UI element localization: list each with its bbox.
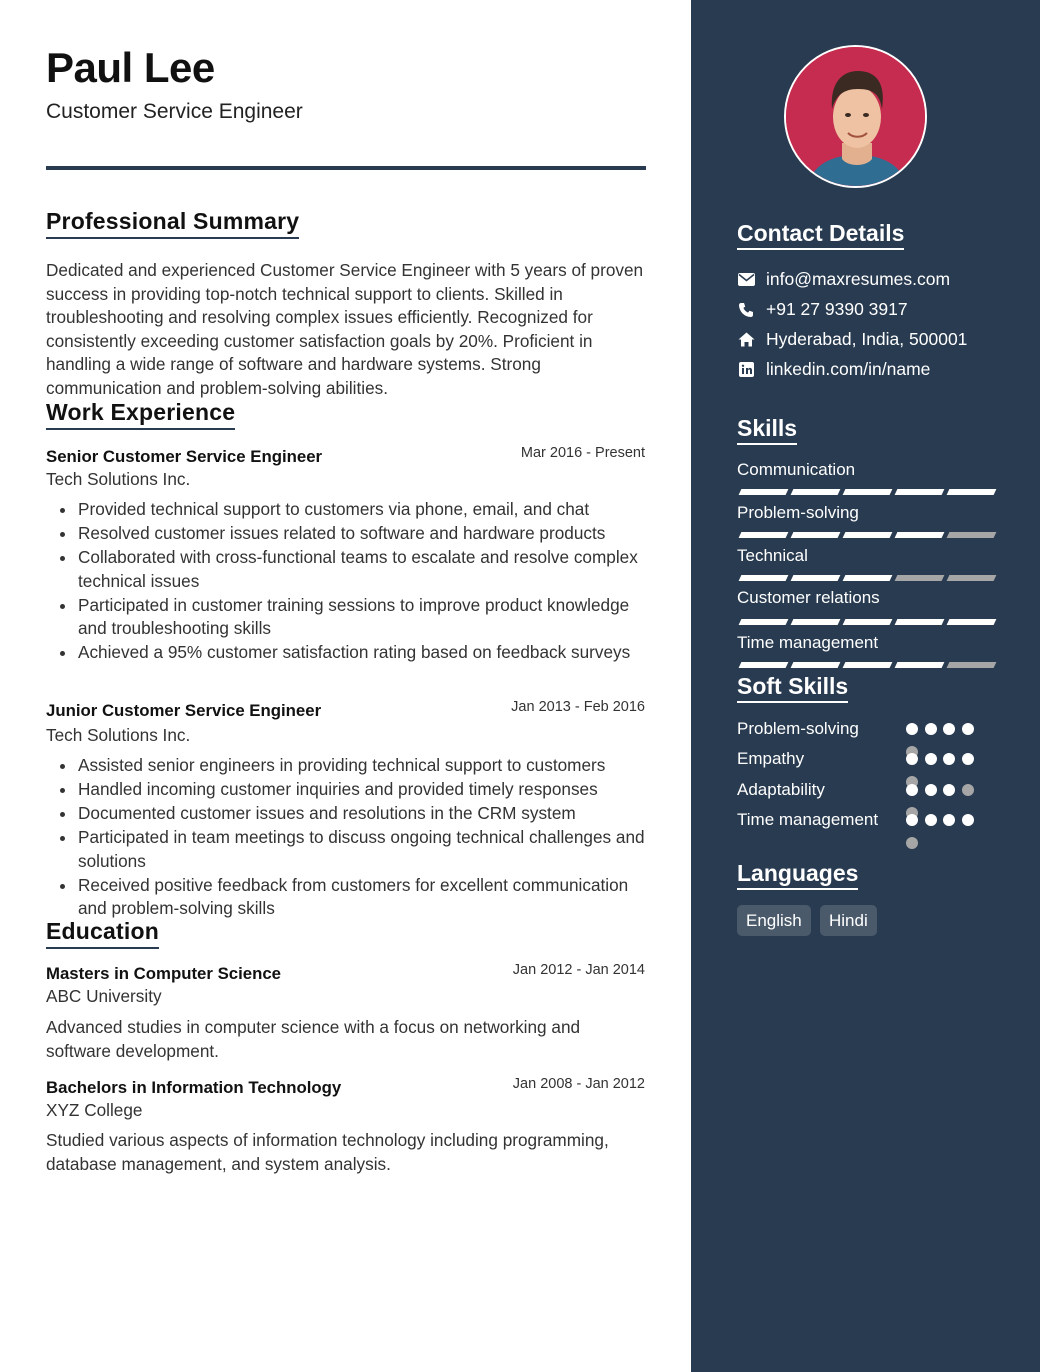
skill-label: Technical bbox=[737, 546, 808, 565]
skill-level-segment bbox=[843, 619, 893, 625]
summary-text: Dedicated and experienced Customer Service Engineer with 5 years of proven success in providing top-notch technical support to clients. Skilled in troubleshooting and resolving complex issues efficiently. Recognized for consistently exceeding customer satisfaction goals by 20%. Proficient in handling a wide range of software and hardware systems. Strong communication and problem-solving abilities. bbox=[46, 260, 644, 398]
education-heading: Education bbox=[46, 918, 159, 949]
profile-photo bbox=[784, 45, 927, 188]
skill-level-segment bbox=[791, 489, 841, 495]
soft-skills-heading: Soft Skills bbox=[737, 673, 848, 703]
degree-description: Studied various aspects of information technology including programming, database management, and system analysis. bbox=[46, 1130, 609, 1174]
language-tag: Hindi bbox=[820, 905, 877, 936]
degree-date: Jan 2008 - Jan 2012 bbox=[512, 1076, 645, 1092]
soft-skill-label: Adaptability bbox=[737, 780, 825, 799]
contact-phone[interactable] bbox=[737, 299, 908, 320]
list-item: Resolved customer issues related to software and hardware products bbox=[78, 522, 648, 546]
rating-dot bbox=[906, 784, 918, 796]
list-item: Documented customer issues and resolutions in the CRM system bbox=[78, 802, 648, 826]
rating-dot bbox=[906, 814, 918, 826]
address-text: Hyderabad, India, 500001 bbox=[766, 329, 968, 349]
job-title: Junior Customer Service Engineer bbox=[46, 701, 322, 720]
language-tag: English bbox=[737, 905, 811, 936]
degree-title: Bachelors in Information Technology bbox=[46, 1078, 342, 1097]
envelope-icon bbox=[737, 271, 755, 289]
degree-title: Masters in Computer Science bbox=[46, 964, 282, 983]
skill-level-segment bbox=[947, 619, 997, 625]
rating-dot bbox=[962, 814, 974, 826]
skill-level-segment bbox=[739, 662, 789, 668]
skill-label: Communication bbox=[737, 460, 856, 479]
skill-level-segment bbox=[947, 489, 997, 495]
contact-heading: Contact Details bbox=[737, 220, 904, 250]
skill-level-segment bbox=[739, 575, 789, 581]
skill-level-segment bbox=[843, 575, 893, 581]
rating-dot bbox=[943, 723, 955, 735]
skill-level-segment bbox=[947, 575, 997, 581]
linkedin-text: linkedin.com/in/name bbox=[766, 359, 931, 379]
contact-linkedin[interactable] bbox=[737, 359, 930, 380]
list-item: Received positive feedback from customers for excellent communication and problem-solving skills bbox=[78, 874, 648, 921]
rating-dot bbox=[943, 753, 955, 765]
school-name: ABC University bbox=[46, 986, 162, 1006]
list-item: Collaborated with cross-functional teams to escalate and resolve complex technical issues bbox=[78, 546, 648, 593]
skill-level-segment bbox=[739, 489, 789, 495]
candidate-name: Paul Lee bbox=[46, 44, 215, 91]
rating-dot bbox=[943, 784, 955, 796]
languages-heading: Languages bbox=[737, 860, 858, 890]
rating-dot bbox=[962, 784, 974, 796]
school-name: XYZ College bbox=[46, 1100, 143, 1120]
candidate-role: Customer Service Engineer bbox=[46, 100, 303, 123]
list-item: Handled incoming customer inquiries and provided timely responses bbox=[78, 778, 648, 802]
soft-skill-label: Empathy bbox=[737, 749, 805, 768]
rating-dot bbox=[925, 753, 937, 765]
degree-date: Jan 2012 - Jan 2014 bbox=[512, 962, 645, 978]
skill-level-bar bbox=[737, 489, 993, 495]
skill-level-segment bbox=[739, 619, 789, 625]
skill-level-bar bbox=[737, 575, 993, 581]
rating-dot bbox=[925, 723, 937, 735]
soft-skill-label: Problem-solving bbox=[737, 719, 859, 738]
skill-level-segment bbox=[791, 532, 841, 538]
list-item: Achieved a 95% customer satisfaction rating based on feedback surveys bbox=[78, 641, 648, 665]
skill-level-segment bbox=[843, 489, 893, 495]
skill-level-segment bbox=[947, 662, 997, 668]
job-company: Tech Solutions Inc. bbox=[46, 725, 191, 745]
skill-label: Problem-solving bbox=[737, 503, 859, 522]
header-divider bbox=[46, 166, 646, 170]
rating-dot bbox=[906, 837, 918, 849]
skill-level-segment bbox=[791, 619, 841, 625]
list-item: Provided technical support to customers via phone, email, and chat bbox=[78, 498, 648, 522]
avatar bbox=[786, 47, 927, 188]
experience-heading: Work Experience bbox=[46, 399, 235, 430]
degree-description: Advanced studies in computer science with a focus on networking and software development. bbox=[46, 1017, 581, 1061]
skill-level-segment bbox=[895, 575, 945, 581]
job-bullets bbox=[78, 498, 648, 665]
skill-level-segment bbox=[739, 532, 789, 538]
contact-address bbox=[737, 329, 967, 350]
skill-level-segment bbox=[895, 662, 945, 668]
email-text: info@maxresumes.com bbox=[766, 269, 951, 289]
linkedin-icon bbox=[737, 361, 755, 379]
rating-dot bbox=[906, 753, 918, 765]
job-title: Senior Customer Service Engineer bbox=[46, 447, 323, 466]
skill-level-segment bbox=[895, 532, 945, 538]
rating-dot bbox=[906, 723, 918, 735]
rating-dot bbox=[962, 723, 974, 735]
skill-level-bar bbox=[737, 662, 993, 668]
skill-level-bar bbox=[737, 532, 993, 538]
rating-dot bbox=[925, 814, 937, 826]
list-item: Participated in team meetings to discuss ongoing technical challenges and solutions bbox=[78, 826, 648, 873]
soft-skill-label: Time management bbox=[737, 810, 879, 829]
skill-label: Customer relations bbox=[737, 588, 880, 607]
skill-level-segment bbox=[791, 575, 841, 581]
job-date: Mar 2016 - Present bbox=[520, 445, 645, 461]
skill-level-segment bbox=[947, 532, 997, 538]
skill-level-segment bbox=[895, 619, 945, 625]
list-item: Assisted senior engineers in providing technical support to customers bbox=[78, 754, 648, 778]
job-date: Jan 2013 - Feb 2016 bbox=[511, 699, 645, 715]
skill-level-bar bbox=[737, 619, 993, 625]
summary-heading: Professional Summary bbox=[46, 208, 299, 239]
rating-dot bbox=[943, 814, 955, 826]
skill-level-segment bbox=[791, 662, 841, 668]
job-company: Tech Solutions Inc. bbox=[46, 469, 191, 489]
phone-text: +91 27 9390 3917 bbox=[766, 299, 908, 319]
skill-level-segment bbox=[895, 489, 945, 495]
skill-level-segment bbox=[843, 532, 893, 538]
list-item: Participated in customer training sessions to improve product knowledge and troubleshooting skills bbox=[78, 594, 648, 641]
phone-icon bbox=[737, 301, 755, 319]
skill-level-segment bbox=[843, 662, 893, 668]
home-icon bbox=[737, 331, 755, 349]
skill-label: Time management bbox=[737, 633, 879, 652]
contact-email[interactable] bbox=[737, 269, 950, 290]
rating-dot bbox=[962, 753, 974, 765]
job-bullets bbox=[78, 754, 648, 921]
rating-dot bbox=[925, 784, 937, 796]
skills-heading: Skills bbox=[737, 415, 797, 445]
